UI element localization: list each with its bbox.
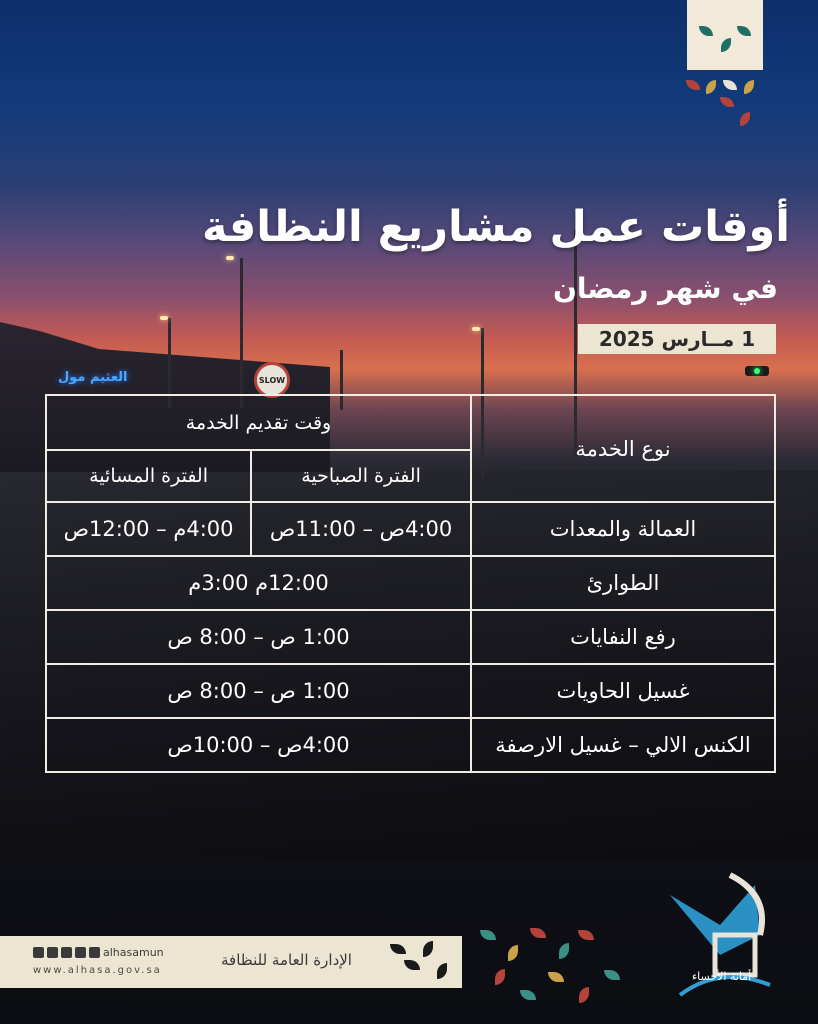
page-title: أوقات عمل مشاريع النظافة — [202, 202, 790, 252]
table-row — [46, 610, 775, 664]
social-handle-text: alhasamun — [103, 946, 164, 959]
slow-sign — [254, 362, 290, 398]
petal-icon — [390, 944, 406, 954]
leaf-icon — [721, 38, 731, 52]
instagram-icon — [75, 947, 86, 958]
petal-icon — [437, 963, 447, 979]
social-handle — [33, 946, 164, 959]
header-service-time: وقت تقديم الخدمة — [46, 395, 471, 450]
facebook-icon — [33, 947, 44, 958]
date-badge: 1 مــارس 2025 — [578, 324, 776, 354]
table-row — [46, 502, 775, 556]
municipality-logo — [660, 865, 790, 1015]
tiktok-icon — [89, 947, 100, 958]
service-cell: غسيل الحاويات — [471, 664, 775, 718]
leaf-icon — [699, 26, 713, 36]
slow-sign-text: SLOW — [258, 375, 286, 385]
header-morning: الفترة الصباحية — [251, 450, 471, 502]
department-name: الإدارة العامة للنظافة — [221, 951, 352, 969]
schedule-table — [45, 394, 776, 773]
time-cell: 4:00ص – 10:00ص — [46, 718, 471, 772]
table-row — [46, 556, 775, 610]
x-icon — [61, 947, 72, 958]
time-cell: 1:00 ص – 8:00 ص — [46, 610, 471, 664]
service-cell: رفع النفايات — [471, 610, 775, 664]
header-evening: الفترة المسائية — [46, 450, 251, 502]
evening-time-cell: 4:00م – 12:00ص — [46, 502, 251, 556]
footer-pattern — [380, 936, 462, 988]
table-row — [46, 664, 775, 718]
service-cell: الطوارئ — [471, 556, 775, 610]
street-lamp — [226, 256, 234, 260]
brand-pattern-box — [687, 0, 763, 70]
service-cell: الكنس الالي – غسيل الارصفة — [471, 718, 775, 772]
street-pole — [240, 258, 243, 408]
time-cell: 12:00م 3:00م — [46, 556, 471, 610]
website-url: www.alhasa.gov.sa — [33, 965, 162, 976]
time-cell: 1:00 ص – 8:00 ص — [46, 664, 471, 718]
municipality-name: أمانة الأحساء — [692, 970, 752, 983]
mall-sign: العثيم مول — [58, 370, 128, 385]
petal-icon — [404, 960, 420, 970]
street-lamp — [160, 316, 168, 320]
petal-icon — [423, 941, 433, 957]
table-header-row — [46, 395, 775, 450]
morning-time-cell: 4:00ص – 11:00ص — [251, 502, 471, 556]
youtube-icon — [47, 947, 58, 958]
green-light-icon — [754, 368, 760, 374]
page-subtitle: في شهر رمضان — [552, 272, 778, 305]
traffic-light — [745, 366, 769, 376]
service-cell: العمالة والمعدات — [471, 502, 775, 556]
header-service-type: نوع الخدمة — [471, 395, 775, 502]
table-row — [46, 718, 775, 772]
street-lamp — [472, 327, 480, 331]
leaf-icon — [737, 26, 751, 36]
